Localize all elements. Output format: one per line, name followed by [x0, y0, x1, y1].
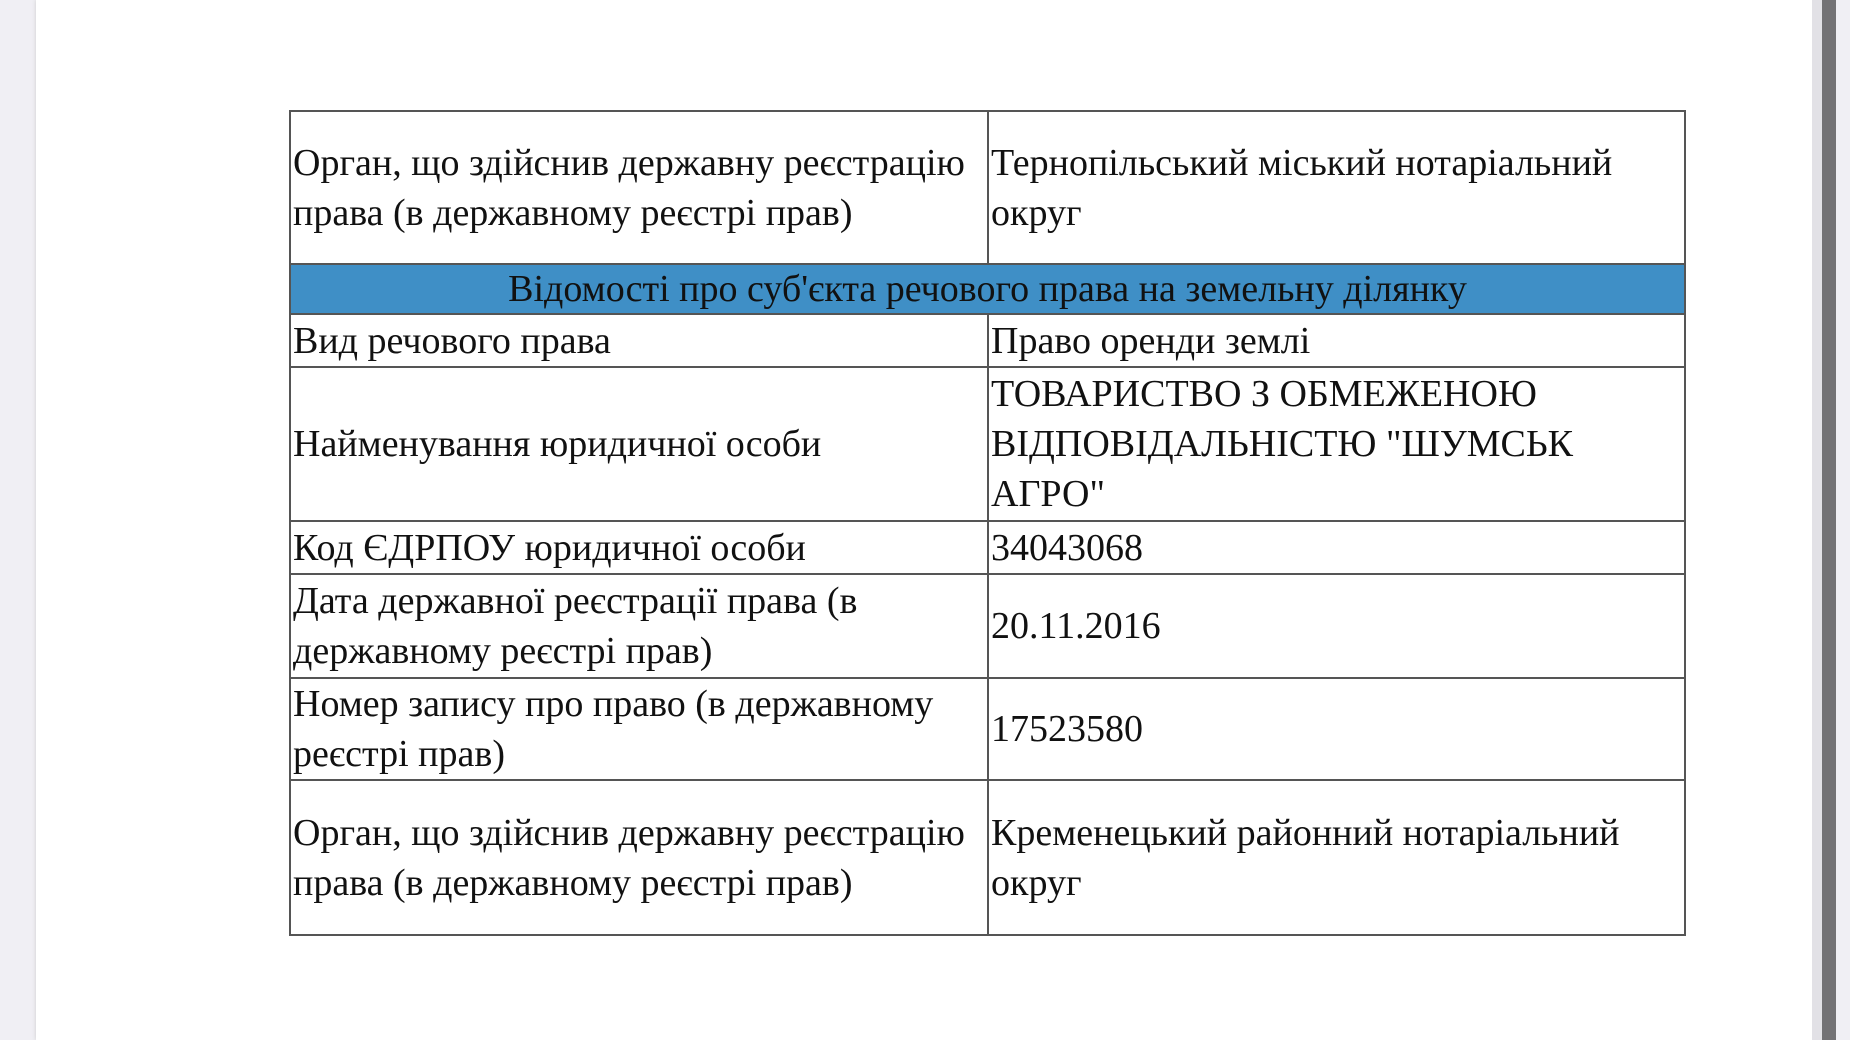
table-row [290, 521, 1685, 574]
row-label: Код ЄДРПОУ юридичної особи [290, 521, 988, 574]
row-value: Тернопільський міський нотаріальний округ [988, 111, 1685, 264]
row-value: 20.11.2016 [988, 574, 1685, 678]
row-label: Дата державної реєстрації права (в державному реєстрі прав) [290, 574, 988, 678]
table-row [290, 780, 1685, 935]
table-row [290, 678, 1685, 780]
section-header: Відомості про суб'єкта речового права на земельну ділянку [290, 264, 1685, 314]
row-value: 34043068 [988, 521, 1685, 574]
registry-table [289, 110, 1686, 936]
row-value: ТОВАРИСТВО З ОБМЕЖЕНОЮ ВІДПОВІДАЛЬНІСТЮ "ШУМСЬК АГРО" [988, 367, 1685, 521]
row-label: Орган, що здійснив державну реєстрацію права (в державному реєстрі прав) [290, 780, 988, 935]
scrollbar[interactable] [1822, 0, 1836, 1040]
row-value: Кременецький районний нотаріальний округ [988, 780, 1685, 935]
row-label: Номер запису про право (в державному реєстрі прав) [290, 678, 988, 780]
row-value: Право оренди землі [988, 314, 1685, 367]
row-value: 17523580 [988, 678, 1685, 780]
table-row [290, 111, 1685, 264]
table-row [290, 314, 1685, 367]
row-label: Орган, що здійснив державну реєстрацію права (в державному реєстрі прав) [290, 111, 988, 264]
section-header-row [290, 264, 1685, 314]
page-edge [1812, 0, 1822, 1040]
table-row [290, 367, 1685, 521]
row-label: Вид речового права [290, 314, 988, 367]
table-row [290, 574, 1685, 678]
row-label: Найменування юридичної особи [290, 367, 988, 521]
